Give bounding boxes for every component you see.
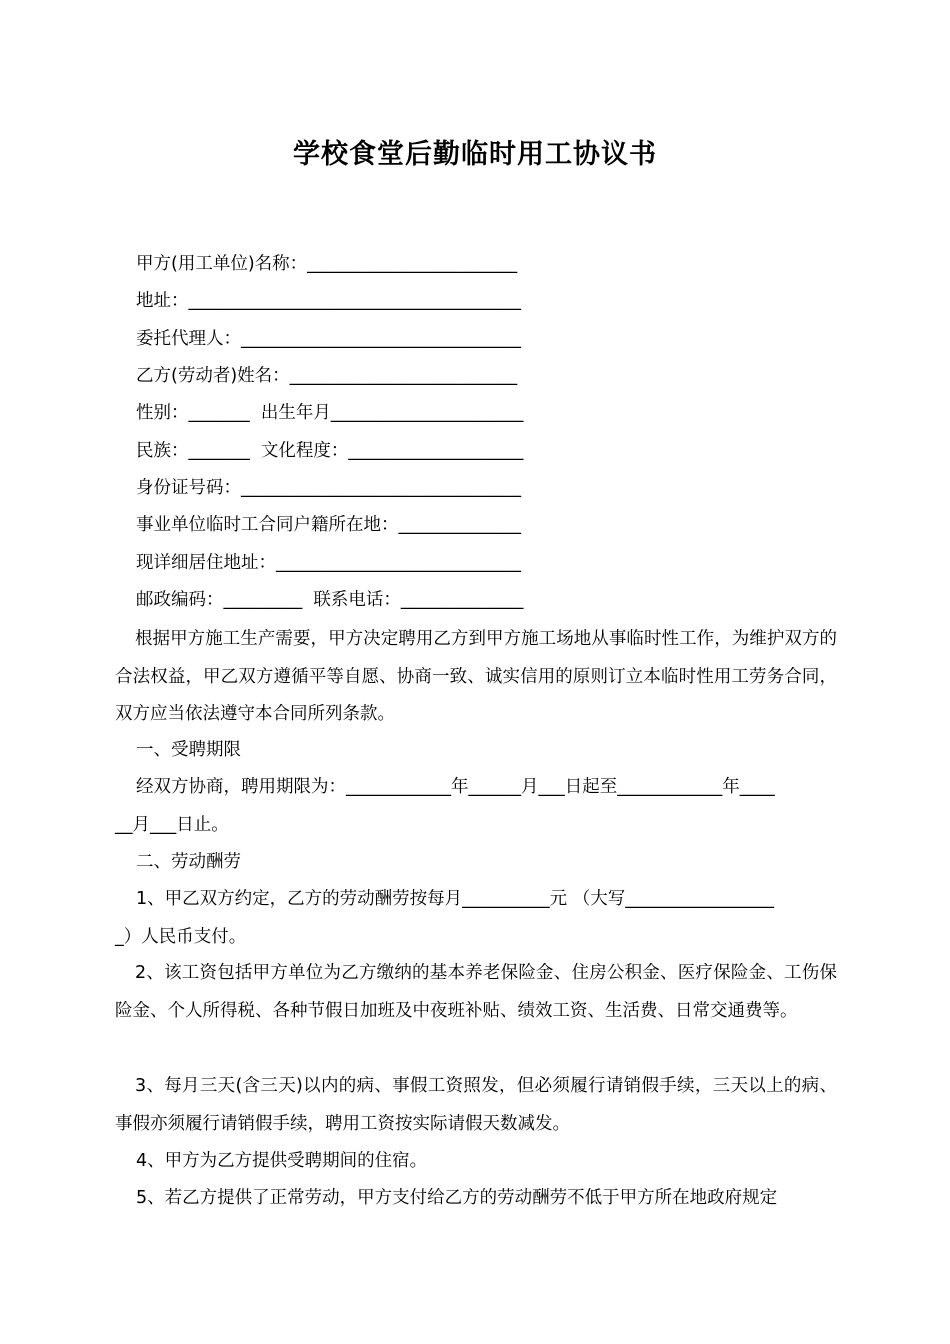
field-party-a-name: 甲方(用工单位)名称：________________________ xyxy=(136,254,518,274)
field-postcode-phone: 邮政编码：_________ 联系电话：______________ xyxy=(136,590,524,610)
intro-paragraph: 根据甲方施工生产需要，甲方决定聘用乙方到甲方施工场地从事临时性工作，为维护双方的合法权益，甲乙双方遵循平等自愿、协商一致、诚实信用的原则订立本临时性用工劳务合同，双方应当依法遵守本合同所列条款。 xyxy=(115,629,837,725)
section2-item1-line2: _）人民币支付。 xyxy=(115,927,247,947)
field-residence-address: 现详细居住地址：____________________________ xyxy=(136,553,521,573)
section2-item5: 5、若乙方提供了正常劳动，甲方支付给乙方的劳动酬劳不低于甲方所在地政府规定 xyxy=(136,1188,778,1208)
section2-item4: 4、甲方为乙方提供受聘期间的住宿。 xyxy=(136,1151,428,1171)
field-household-registration: 事业单位临时工合同户籍所在地：______________ xyxy=(136,515,521,535)
section1-text-line1: 经双方协商，聘用期限为：____________年______月___日起至____________年____ xyxy=(136,777,775,797)
field-agent: 委托代理人：________________________________ xyxy=(136,329,521,349)
section2-heading: 二、劳动酬劳 xyxy=(136,852,241,872)
field-party-b-name: 乙方(劳动者)姓名：__________________________ xyxy=(136,366,518,386)
section2-item2: 2、该工资包括甲方单位为乙方缴纳的基本养老保险金、住房公积金、医疗保险金、工伤保险金、个人所得税、各种节假日加班及中夜班补贴、绩效工资、生活费、日常交通费等。 xyxy=(115,963,837,1021)
document-title: 学校食堂后勤临时用工协议书 xyxy=(293,139,657,170)
section2-item1-line1: 1、甲乙双方约定，乙方的劳动酬劳按每月__________元 （大写_________________ xyxy=(136,889,774,909)
section1-text-line2: __月___日止。 xyxy=(115,815,229,835)
section2-item3: 3、每月三天(含三天)以内的病、事假工资照发，但必须履行请销假手续，三天以上的病、事假亦须履行请销假手续，聘用工资按实际请假天数减发。 xyxy=(115,1076,837,1134)
field-id-number: 身份证号码：________________________________ xyxy=(136,478,521,498)
field-ethnicity-education: 民族：_______ 文化程度：____________________ xyxy=(136,441,524,461)
field-address: 地址：______________________________________ xyxy=(136,291,521,311)
field-gender-birth: 性别：_______ 出生年月______________________ xyxy=(136,403,524,423)
section1-heading: 一、受聘期限 xyxy=(136,740,241,760)
